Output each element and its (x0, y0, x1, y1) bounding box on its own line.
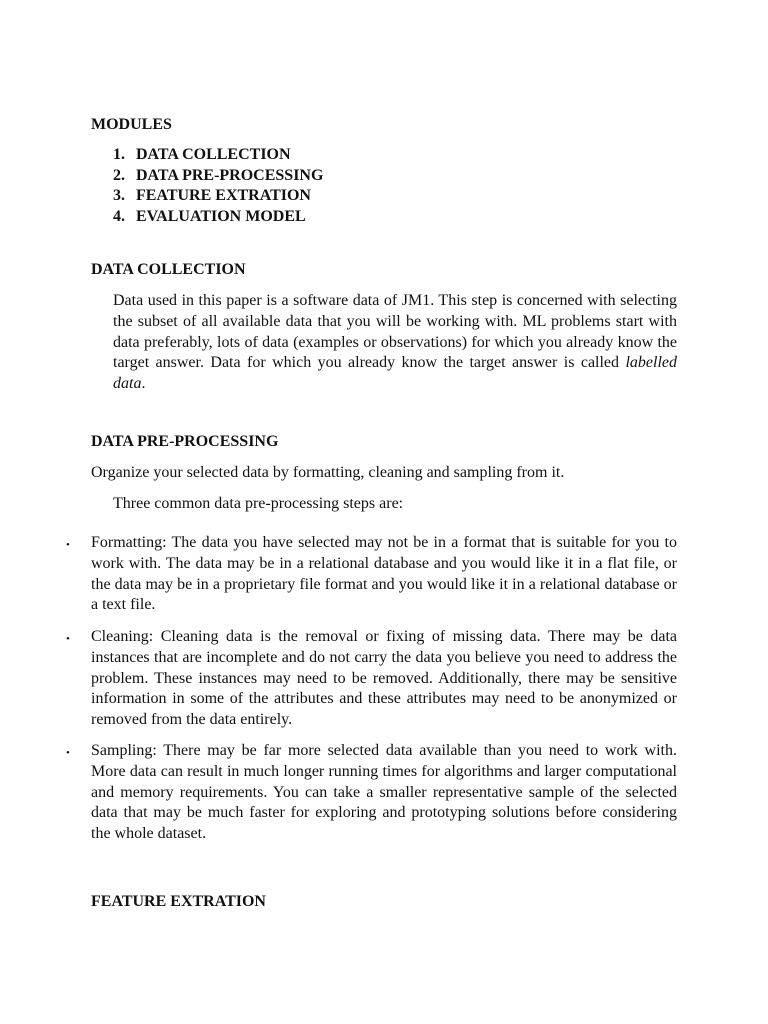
bullet-cleaning: Cleaning: Cleaning data is the removal or fixing of missing data. There may be data instances that are incomplete and do not carry the data you believe you need to address the problem. These instances may need to be removed. Additionally, there may be sensitive information in some of the attributes and these attributes may need to be anonymized or removed from the data entirely. (91, 628, 677, 729)
bullet-icon: • (66, 747, 70, 759)
list-number: 3. (113, 187, 125, 205)
modules-heading: MODULES (91, 116, 172, 133)
modules-list (113, 145, 323, 228)
list-label: DATA PRE-PROCESSING (136, 166, 324, 184)
paragraph-end: . (141, 375, 146, 393)
list-label: DATA COLLECTION (136, 146, 291, 163)
list-label: EVALUATION MODEL (136, 208, 306, 226)
preprocessing-intro: Organize your selected data by formatting, cleaning and sampling from it. (91, 464, 565, 481)
bullet-formatting: Formatting: The data you have selected may not be in a format that is suitable for you to work with. The data may be in a relational database and you would like it in a flat file, or the data may be in a proprietary file format and you would like it in a relational database or a text file. (91, 534, 677, 614)
bullet-icon: • (66, 633, 70, 645)
list-label: FEATURE EXTRATION (136, 187, 311, 205)
list-number: 2. (113, 166, 125, 184)
list-number: 4. (113, 208, 125, 226)
data-collection-paragraph (113, 291, 677, 395)
list-item (113, 166, 323, 187)
preprocessing-steps-intro: Three common data pre-processing steps are: (113, 495, 404, 512)
list-item (113, 186, 323, 207)
feature-extraction-heading: FEATURE EXTRATION (91, 893, 266, 910)
list-item (113, 207, 323, 228)
list-item (113, 145, 323, 166)
bullet-sampling: Sampling: There may be far more selected data available than you need to work with. More data can result in much longer running times for algorithms and larger computational and memory requirements. You can take a smaller representative sample of the selected data that may be much faster for exploring and prototyping solutions before considering the whole dataset. (91, 742, 677, 843)
list-number: 1. (113, 146, 125, 163)
data-collection-heading: DATA COLLECTION (91, 261, 246, 278)
paragraph-text: Data used in this paper is a software data of JM1. This step is concerned with selecting the subset of all available data that you will be working with. ML problems start with data preferably, lots of data (examples or observations) for which you already know the target answer. Data for which you already know the target answer is called (113, 292, 677, 372)
italic-term: labelled data (113, 354, 677, 393)
bullet-icon: • (66, 539, 70, 551)
data-preprocessing-heading: DATA PRE-PROCESSING (91, 433, 279, 450)
